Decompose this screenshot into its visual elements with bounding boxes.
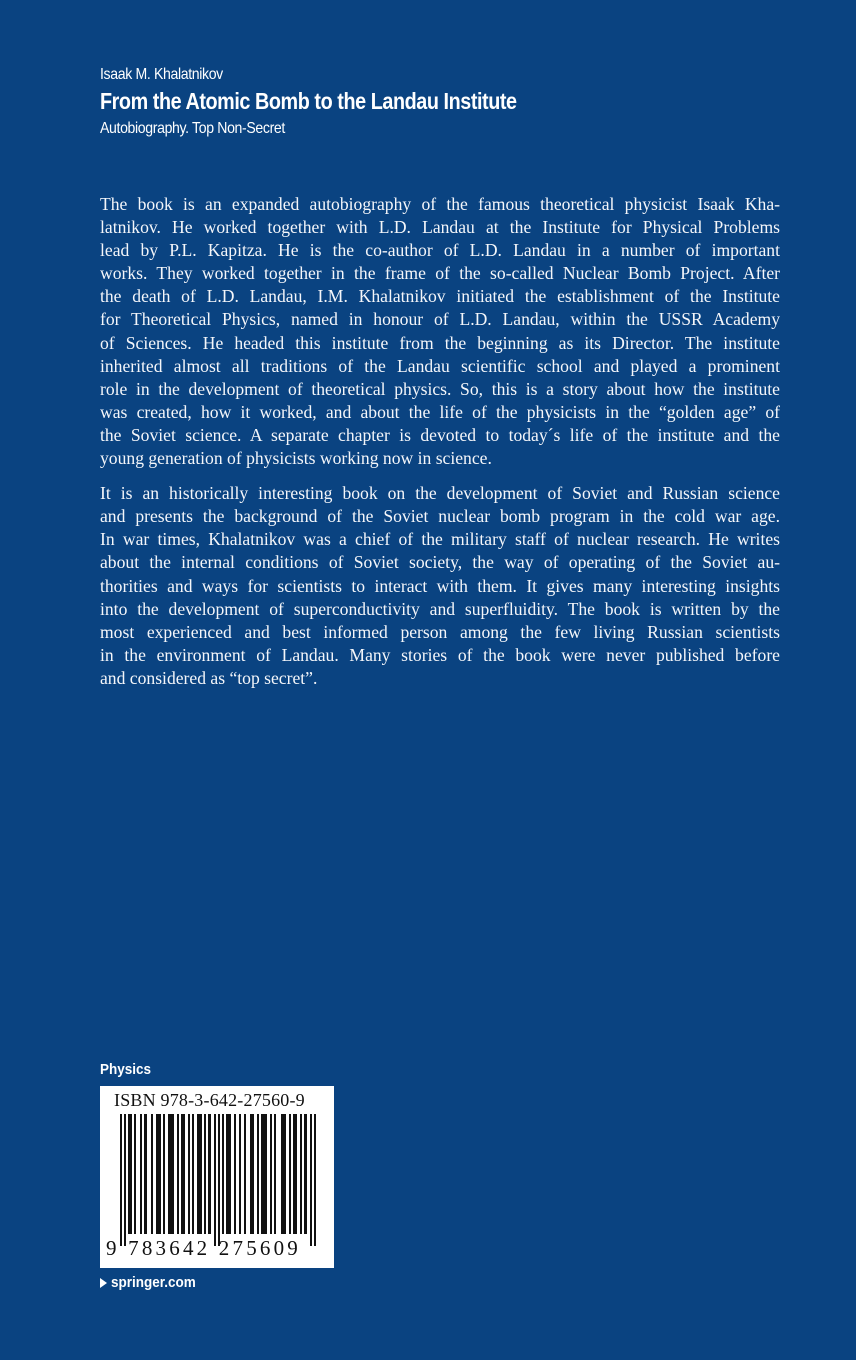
- blurb-line: It is an historically interesting book on the development of Soviet and Russian science: [100, 483, 780, 504]
- blurb-line: of Sciences. He headed this institute from the beginning as its Director. The institute: [100, 332, 780, 353]
- blurb-line: young generation of physicists working now in science.: [100, 448, 492, 469]
- blurb-line: thorities and ways for scientists to interact with them. It gives many interesting insights: [100, 575, 780, 596]
- blurb-line: inherited almost all traditions of the Landau scientific school and played a prominent: [100, 355, 780, 376]
- isbn-barcode-box: [100, 1086, 334, 1268]
- website-label: springer.com: [111, 1274, 196, 1291]
- blurb-line: In war times, Khalatnikov was a chief of the military staff of nuclear research. He writes: [100, 529, 780, 550]
- blurb-line: The book is an expanded autobiography of the famous theoretical physicist Isaak Kha-: [100, 194, 780, 214]
- blurb-line: the Soviet science. A separate chapter is devoted to today´s life of the institute and the: [100, 424, 780, 445]
- blurb-line: role in the development of theoretical physics. So, this is a story about how the institute: [100, 378, 780, 399]
- blurb-line: and presents the background of the Soviet nuclear bomb program in the cold war age.: [100, 506, 780, 527]
- blurb-paragraph-2: [100, 482, 780, 690]
- blurb-line: the death of L.D. Landau, I.M. Khalatnikov initiated the establishment of the Institute: [100, 286, 780, 307]
- barcode-digits: 9 783642 275609: [106, 1236, 301, 1260]
- triangle-arrow-right-icon: [100, 1278, 107, 1288]
- blurb-line: and considered as “top secret”.: [100, 667, 318, 688]
- barcode-icon: [120, 1114, 316, 1246]
- blurb-line: works. They worked together in the frame of the so-called Nuclear Bomb Project. After: [100, 263, 780, 284]
- blurb-paragraph-1: [100, 193, 780, 470]
- subject-category: Physics: [100, 1061, 152, 1078]
- blurb-line: into the development of superconductivity and superfluidity. The book is written by the: [100, 598, 780, 619]
- blurb-line: most experienced and best informed person among the few living Russian scientists: [100, 621, 780, 642]
- blurb-line: latnikov. He worked together with L.D. Landau at the Institute for Physical Problems: [100, 217, 780, 238]
- cover-header: [100, 64, 800, 140]
- blurb: [100, 193, 780, 702]
- blurb-line: was created, how it worked, and about the life of the physicists in the “golden age” of: [100, 401, 780, 422]
- author-name: Isaak M. Khalatnikov: [100, 66, 223, 83]
- springer-website-link[interactable]: [100, 1273, 205, 1293]
- blurb-line: for Theoretical Physics, named in honour of L.D. Landau, within the USSR Academy: [100, 309, 780, 330]
- blurb-line: lead by P.L. Kapitza. He is the co-author of L.D. Landau in a number of important: [100, 240, 780, 261]
- blurb-line: in the environment of Landau. Many stories of the book were never published before: [100, 644, 780, 665]
- blurb-line: about the internal conditions of Soviet society, the way of operating of the Soviet au-: [100, 552, 780, 573]
- book-subtitle: Autobiography. Top Non-Secret: [100, 120, 285, 137]
- isbn-label: ISBN 978-3-642-27560-9: [114, 1090, 305, 1110]
- book-title: From the Atomic Bomb to the Landau Institute: [100, 88, 517, 114]
